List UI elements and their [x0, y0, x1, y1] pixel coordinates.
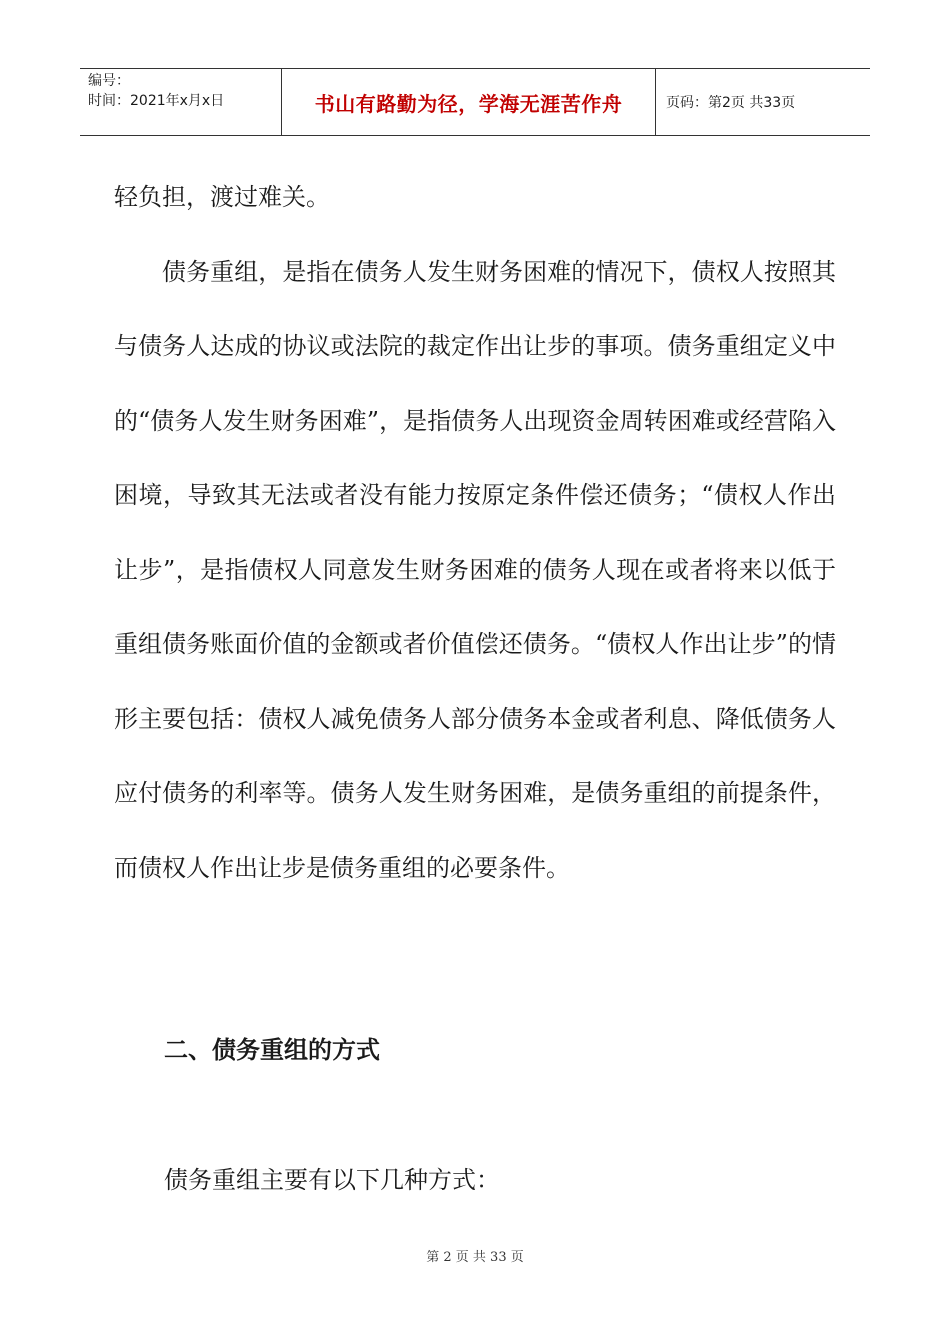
header-page-cell — [656, 69, 870, 135]
page-footer: 第 2 页 共 33 页 — [426, 1250, 524, 1265]
header-meta — [80, 69, 282, 135]
page-header — [80, 68, 870, 136]
document-number-label: 编号： — [88, 73, 130, 89]
paragraph-debt-restructuring-definition: 债务重组，是指在债务人发生财务困难的情况下，债权人按照其与债务人达成的协议或法院的裁定作出让步的事项。债务重组定义中的“债务人发生财务困难”，是指债务人出现资金周转困难或经营陷入困境，导致其无法或者没有能力按原定条件偿还债务；“债权人作出让步”，是指债权人同意发生财务困难的债务人现在或者将来以低于重组债务账面价值的金额或者价值偿还债务。“债权人作出让步”的情形主要包括：债权人减免债务人部分债务本金或者利息、降低债务人应付债务的利率等。债务人发生财务困难，是债务重组的前提条件，而债权人作出让步是债务重组的必要条件。 — [114, 257, 836, 882]
header-page-number: 页码：第2页 共33页 — [666, 95, 796, 111]
document-body — [114, 160, 836, 905]
paragraph-methods-intro: 债务重组主要有以下几种方式： — [164, 1166, 500, 1194]
document-time-label: 时间：2021年x月x日 — [88, 93, 225, 109]
header-motto-cell — [282, 69, 656, 135]
header-motto: 书山有路勤为径，学海无涯苦作舟 — [314, 91, 623, 116]
section-heading: 二、债务重组的方式 — [164, 1036, 380, 1064]
paragraph-continuation: 轻负担，渡过难关。 — [114, 183, 330, 211]
